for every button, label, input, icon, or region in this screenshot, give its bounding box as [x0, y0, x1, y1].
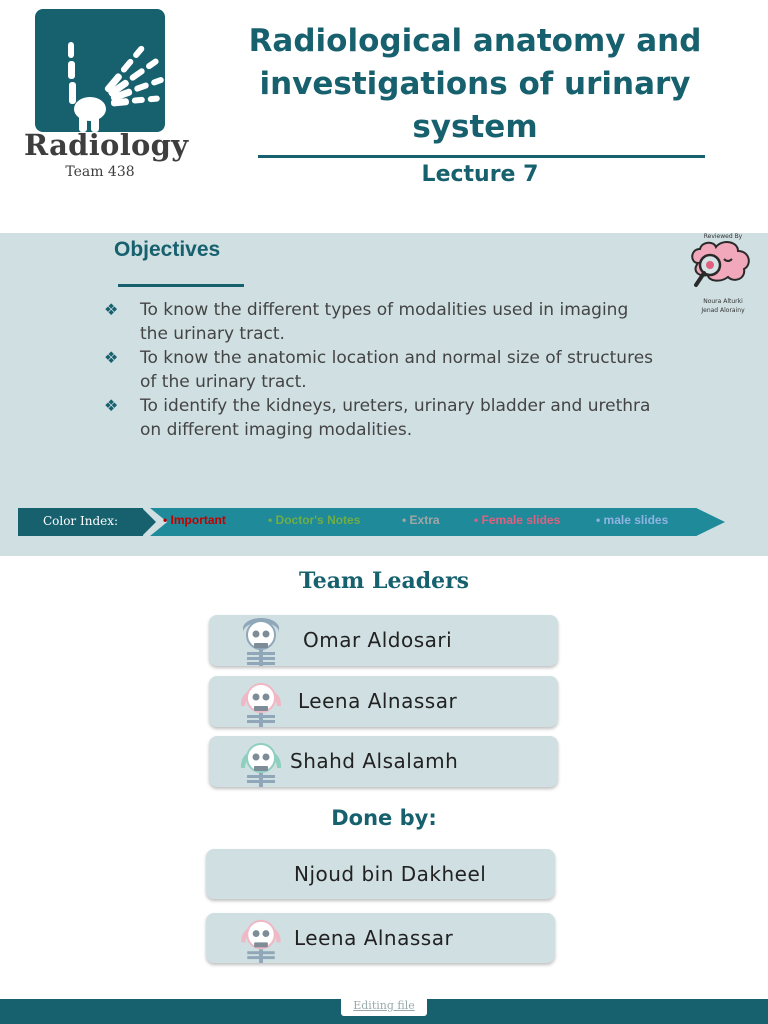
team-leaders-heading: Team Leaders	[298, 568, 470, 594]
objectives-underline	[118, 284, 244, 287]
reviewed-label: Reviewed By	[703, 233, 743, 240]
logo-subtitle: Team 438	[65, 164, 135, 180]
color-index-doctors-notes: • Doctor's Notes	[268, 513, 361, 527]
logo-title: Radiology	[24, 128, 189, 162]
skeleton-avatar-icon	[239, 615, 283, 666]
color-index-important: • Important	[163, 513, 226, 527]
skeleton-avatar-icon	[239, 913, 283, 963]
diamond-bullet-icon: ❖	[104, 348, 119, 367]
skeleton-avatar-icon	[239, 676, 283, 727]
leader-card	[209, 615, 558, 666]
page-title	[200, 20, 750, 149]
color-index-extra: • Extra	[402, 513, 440, 527]
leader-card	[209, 676, 558, 727]
logo-badge	[35, 9, 165, 132]
title-line-1: Radiological anatomy and	[248, 23, 702, 59]
objective-item: ❖ To identify the kidneys, ureters, urinary bladder and urethra on different imaging modalities.	[104, 396, 651, 440]
diamond-bullet-icon: ❖	[104, 396, 119, 415]
objectives-list	[100, 298, 660, 442]
leader-name: Shahd Alsalamh	[290, 749, 459, 773]
skeleton-avatar-icon	[239, 736, 283, 787]
leader-name: Omar Aldosari	[303, 628, 453, 652]
color-index-male-slides: • male slides	[596, 513, 669, 527]
title-line-3: system	[412, 109, 538, 145]
member-card	[206, 913, 555, 963]
done-by-heading: Done by:	[331, 806, 437, 830]
leader-name: Leena Alnassar	[298, 689, 458, 713]
title-divider	[258, 155, 705, 158]
objective-item: ❖ To know the different types of modalities used in imaging the urinary tract.	[104, 300, 629, 344]
color-index-label: Color Index:	[42, 514, 119, 528]
reviewer-name: Jenad Alorainy	[701, 307, 745, 314]
editing-file-link[interactable]: Editing file	[341, 996, 427, 1016]
member-name: Leena Alnassar	[294, 926, 454, 950]
lecture-number: Lecture 7	[421, 162, 539, 187]
objectives-heading: Objectives	[114, 238, 221, 261]
diamond-bullet-icon: ❖	[104, 300, 119, 319]
objective-item: ❖ To know the anatomic location and normal size of structures of the urinary tract.	[104, 348, 654, 392]
skeleton-hand-icon	[35, 9, 165, 132]
leader-card	[209, 736, 558, 787]
member-name: Njoud bin Dakheel	[294, 862, 487, 886]
title-line-2: investigations of urinary	[259, 66, 691, 102]
color-index-arrow	[142, 508, 156, 536]
reviewer-name: Noura Alturki	[703, 298, 743, 305]
brain-magnifier-icon	[684, 233, 764, 318]
color-index-female-slides: • Female slides	[474, 513, 561, 527]
member-card	[206, 849, 555, 899]
